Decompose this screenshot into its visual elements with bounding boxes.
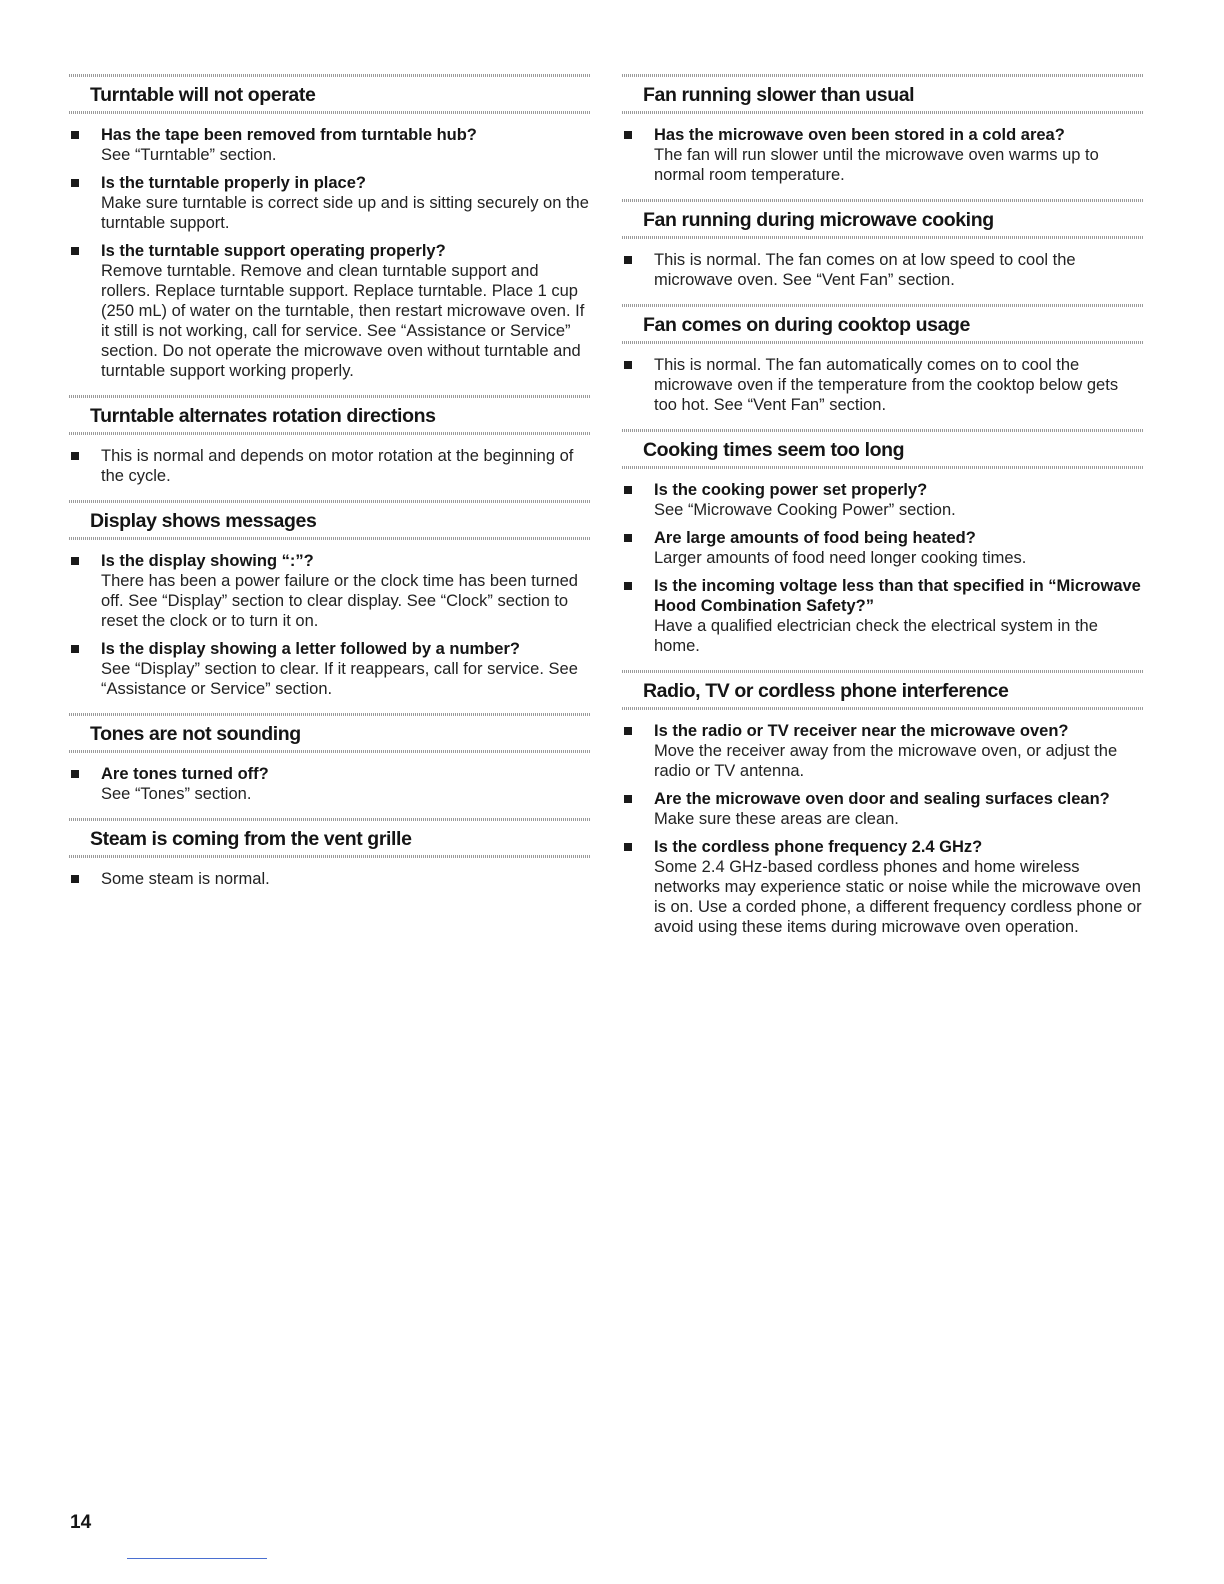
item-question: Is the turntable properly in place? bbox=[101, 174, 366, 192]
troubleshooting-section bbox=[622, 304, 1144, 415]
list-item bbox=[69, 173, 590, 233]
section-header bbox=[622, 74, 1144, 114]
section-header bbox=[69, 74, 590, 114]
item-question: Is the radio or TV receiver near the microwave oven? bbox=[654, 722, 1069, 740]
square-bullet-icon bbox=[71, 179, 79, 187]
square-bullet-icon bbox=[71, 131, 79, 139]
list-item bbox=[622, 528, 1144, 568]
item-question: Are tones turned off? bbox=[101, 765, 269, 783]
section-title: Turntable will not operate bbox=[90, 84, 316, 106]
item-answer: Some 2.4 GHz-based cordless phones and home wireless networks may experience static or noise while the microwave oven is on. Use a corded phone, a different frequency cordless phone or avoid using these items during microwave oven operation. bbox=[654, 858, 1142, 936]
square-bullet-icon bbox=[71, 645, 79, 653]
item-question: Is the display showing a letter followed by a number? bbox=[101, 640, 520, 658]
square-bullet-icon bbox=[624, 582, 632, 590]
left-column bbox=[69, 74, 590, 903]
item-answer: See “Display” section to clear. If it reappears, call for service. See “Assistance or Service” section. bbox=[101, 660, 578, 698]
item-list bbox=[622, 114, 1144, 185]
section-header bbox=[622, 199, 1144, 239]
section-header bbox=[69, 818, 590, 858]
list-item bbox=[69, 446, 590, 486]
section-header bbox=[69, 500, 590, 540]
item-list bbox=[69, 114, 590, 381]
item-list bbox=[622, 469, 1144, 656]
item-answer: See “Tones” section. bbox=[101, 785, 252, 803]
list-item bbox=[69, 125, 590, 165]
section-header bbox=[622, 429, 1144, 469]
square-bullet-icon bbox=[624, 131, 632, 139]
item-answer: See “Turntable” section. bbox=[101, 146, 277, 164]
item-answer: Remove turntable. Remove and clean turntable support and rollers. Replace turntable support. Replace turntable. Place 1 cup (250 mL) of water on the turntable, then restart microwave oven. If it still is not working, call for service. See “Assistance or Service” section. Do not operate the microwave oven without turntable and turntable support working properly. bbox=[101, 262, 585, 380]
item-answer: The fan will run slower until the microwave oven warms up to normal room temperature. bbox=[654, 146, 1099, 184]
troubleshooting-section bbox=[69, 818, 590, 889]
list-item bbox=[622, 721, 1144, 781]
list-item bbox=[622, 480, 1144, 520]
troubleshooting-section bbox=[622, 199, 1144, 290]
item-list bbox=[622, 239, 1144, 290]
item-answer: Make sure these areas are clean. bbox=[654, 810, 899, 828]
square-bullet-icon bbox=[624, 843, 632, 851]
square-bullet-icon bbox=[624, 486, 632, 494]
item-question: Is the cordless phone frequency 2.4 GHz? bbox=[654, 838, 983, 856]
list-item bbox=[622, 576, 1144, 656]
item-list bbox=[69, 540, 590, 699]
square-bullet-icon bbox=[624, 256, 632, 264]
square-bullet-icon bbox=[71, 557, 79, 565]
footer-rule bbox=[127, 1558, 267, 1559]
item-question: Are the microwave oven door and sealing surfaces clean? bbox=[654, 790, 1110, 808]
list-item bbox=[622, 250, 1144, 290]
item-question: Is the incoming voltage less than that specified in “Microwave Hood Combination Safety?” bbox=[654, 577, 1141, 615]
item-answer: Make sure turntable is correct side up and is sitting securely on the turntable support. bbox=[101, 194, 589, 232]
item-answer: Some steam is normal. bbox=[101, 870, 270, 888]
square-bullet-icon bbox=[71, 452, 79, 460]
section-title: Fan running during microwave cooking bbox=[643, 209, 994, 231]
troubleshooting-section bbox=[69, 500, 590, 699]
square-bullet-icon bbox=[624, 795, 632, 803]
section-title: Fan comes on during cooktop usage bbox=[643, 314, 971, 336]
square-bullet-icon bbox=[624, 361, 632, 369]
item-answer: This is normal. The fan comes on at low speed to cool the microwave oven. See “Vent Fan” section. bbox=[654, 251, 1076, 289]
section-title: Steam is coming from the vent grille bbox=[90, 828, 412, 850]
section-header bbox=[622, 670, 1144, 710]
section-title: Radio, TV or cordless phone interference bbox=[643, 680, 1009, 702]
list-item bbox=[622, 125, 1144, 185]
square-bullet-icon bbox=[71, 247, 79, 255]
list-item bbox=[622, 837, 1144, 937]
list-item bbox=[69, 639, 590, 699]
list-item bbox=[69, 869, 590, 889]
section-header bbox=[622, 304, 1144, 344]
item-answer: Move the receiver away from the microwave oven, or adjust the radio or TV antenna. bbox=[654, 742, 1118, 780]
troubleshooting-section bbox=[69, 74, 590, 381]
troubleshooting-section bbox=[622, 74, 1144, 185]
troubleshooting-section bbox=[622, 429, 1144, 656]
item-answer: Larger amounts of food need longer cooking times. bbox=[654, 549, 1027, 567]
item-question: Is the cooking power set properly? bbox=[654, 481, 928, 499]
section-title: Turntable alternates rotation directions bbox=[90, 405, 436, 427]
square-bullet-icon bbox=[71, 875, 79, 883]
troubleshooting-section bbox=[622, 670, 1144, 937]
list-item bbox=[622, 355, 1144, 415]
item-question: Has the tape been removed from turntable hub? bbox=[101, 126, 477, 144]
item-list bbox=[622, 710, 1144, 937]
list-item bbox=[69, 551, 590, 631]
troubleshooting-section bbox=[69, 395, 590, 486]
right-column bbox=[622, 74, 1144, 951]
list-item bbox=[69, 241, 590, 381]
item-list bbox=[622, 344, 1144, 415]
section-header bbox=[69, 395, 590, 435]
square-bullet-icon bbox=[624, 727, 632, 735]
section-title: Fan running slower than usual bbox=[643, 84, 915, 106]
item-list bbox=[69, 435, 590, 486]
square-bullet-icon bbox=[624, 534, 632, 542]
item-answer: See “Microwave Cooking Power” section. bbox=[654, 501, 956, 519]
section-title: Display shows messages bbox=[90, 510, 317, 532]
section-title: Cooking times seem too long bbox=[643, 439, 905, 461]
square-bullet-icon bbox=[71, 770, 79, 778]
item-question: Are large amounts of food being heated? bbox=[654, 529, 976, 547]
item-answer: This is normal and depends on motor rotation at the beginning of the cycle. bbox=[101, 447, 574, 485]
troubleshooting-section bbox=[69, 713, 590, 804]
item-question: Is the turntable support operating properly? bbox=[101, 242, 446, 260]
item-list bbox=[69, 858, 590, 889]
item-question: Has the microwave oven been stored in a cold area? bbox=[654, 126, 1065, 144]
list-item bbox=[69, 764, 590, 804]
item-answer: There has been a power failure or the clock time has been turned off. See “Display” section to clear display. See “Clock” section to reset the clock or to turn it on. bbox=[101, 572, 578, 630]
section-title: Tones are not sounding bbox=[90, 723, 301, 745]
list-item bbox=[622, 789, 1144, 829]
page-number: 14 bbox=[70, 1512, 92, 1533]
item-question: Is the display showing “:”? bbox=[101, 552, 314, 570]
item-answer: Have a qualified electrician check the electrical system in the home. bbox=[654, 617, 1098, 655]
item-answer: This is normal. The fan automatically comes on to cool the microwave oven if the temperature from the cooktop below gets too hot. See “Vent Fan” section. bbox=[654, 356, 1119, 414]
item-list bbox=[69, 753, 590, 804]
section-header bbox=[69, 713, 590, 753]
